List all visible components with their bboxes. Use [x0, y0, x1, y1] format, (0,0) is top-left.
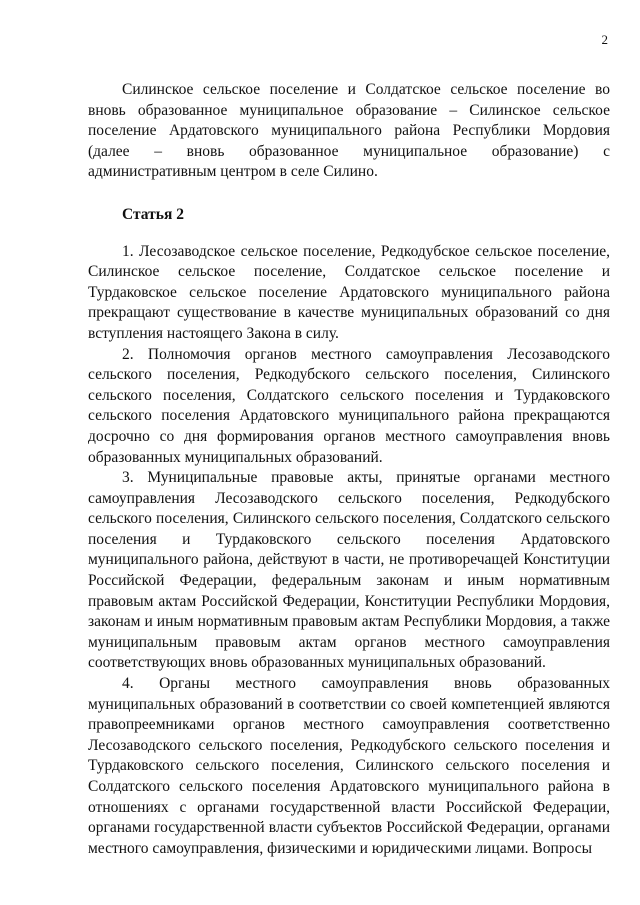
article-item-4: 4. Органы местного самоуправления вновь образованных муниципальных образований в соответствии со своей компетенцией являются правопреемниками органов местного самоуправления соответственно Лесозаводского сельского поселения, Редкодубского сельского поселения и Турдаковского сельского поселения, Силинского сельского поселения и Солдатского сельского поселения Ардатовского муниципального района в отношениях с органами государственной власти Российской Федерации, органами государственной власти субъектов Российской Федерации, органами местного самоуправления, физическими и юридическими лицами. Вопросы: [88, 675, 610, 857]
article-item-2: 2. Полномочия органов местного самоуправления Лесозаводского сельского поселения, Редкодубского сельского поселения, Силинского сельского поселения, Солдатского сельского поселения и Турдаковского сельского поселения Ардатовского муниципального района прекращаются досрочно со дня формирования органов местного самоуправления вновь образованных муниципальных образований.: [88, 345, 610, 466]
article-item-3: 3. Муниципальные правовые акты, принятые органами местного самоуправления Лесозаводского сельского поселения, Редкодубского сельского поселения, Силинского сельского поселения, Солдатского сельского поселения и Турдаковского сельского поселения Ардатовского муниципального района, действуют в части, не противоречащей Конституции Российской Федерации, федеральным законам и иным нормативным правовым актам Российской Федерации, Конституции Республики Мордовия, законам и иным нормативным правовым актам Республики Мордовия, а также муниципальным правовым актам органов местного самоуправления соответствующих вновь образованных муниципальных образований.: [88, 469, 610, 672]
page-number: 2: [601, 32, 608, 47]
article-item-1: 1. Лесозаводское сельское поселение, Редкодубское сельское поселение, Силинское сельское поселение, Солдатское сельское поселение и Турдаковское сельское поселение Ардатовского муниципального района прекращают существование в качестве муниципальных образований со дня вступления настоящего Закона в силу.: [88, 242, 610, 342]
intro-paragraph: Силинское сельское поселение и Солдатское сельское поселение во вновь образованное муниципальное образование – Силинское сельское поселение Ардатовского муниципального района Республики Мордовия (далее – вновь образованное муниципальное образование) с административным центром в селе Силино.: [88, 81, 610, 181]
document-body: [88, 80, 610, 859]
article-heading: Статья 2: [122, 205, 184, 223]
